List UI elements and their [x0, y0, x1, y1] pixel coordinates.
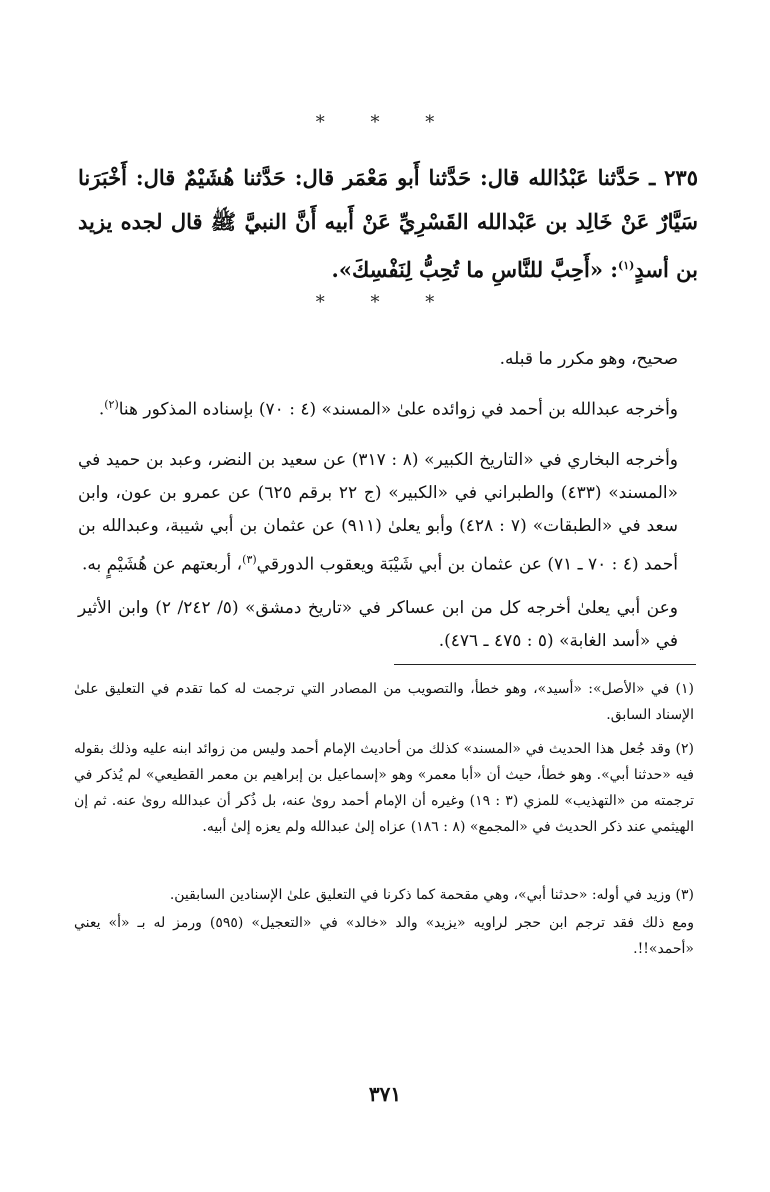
footnote-marker-3: (٣) [242, 553, 257, 566]
commentary-paragraph-3-end: ، أربعتهم عن هُشَيْمٍ به. [81, 554, 243, 575]
footnote-3-continuation: ومع ذلك فقد ترجم ابن حجر لراويه «يزيد» والد «خالد» في «التعجيل» (٥٩٥) ورمز له بـ «أ» يعني «أحمد»!!. [74, 915, 694, 957]
footnote-3: (٣) وزيد في أوله: «حدثنا أبي»، وهي مقحمة كما ذكرنا في التعليق علىٰ الإسنادين السابقين. [169, 887, 694, 903]
hadith-chain: حَدَّثنا عَبْدُالله قال: حَدَّثنا أَبو مَعْمَر قال: حَدَّثنا هُشَيْمٌ قال: أَخْبَرَنا سَيَّارٌ عَنْ خَالِد بن عَبْدالله القَسْرِيِّ عَنْ أَبيه أَنَّ النبيَّ ﷺ قال لجده يزيد بن أسدٍ [78, 165, 698, 282]
footnote-2: (٢) وقد جُعل هذا الحديث في «المسند» كذلك من أحاديث الإمام أحمد وليس من زوائد ابنه عليه وذلك بقوله فيه «حدثنا أبي». وهو خطأ، حيث أن «أبا معمر» وهو «إسماعيل بن إبراهيم بن معمر القطيعي» لم يُذكر في ترجمته من «التهذيب» للمزي (٣ : ١٩) وغيره أن الإمام أحمد روىٰ عنه، بل ذُكر أن عبدالله روىٰ عنه. ثم إن الهيثمي عند ذكر الحديث في «المجمع» (٨ : ١٨٦) عزاه إلىٰ عبدالله ولم يعزه إلىٰ أبيه. [74, 741, 694, 835]
footnote-1: (١) في «الأصل»: «أسيد»، وهو خطأ، والتصويب من المصادر التي ترجمت له كما تقدم في التعليق علىٰ الإسناد السابق. [74, 681, 694, 723]
commentary-paragraph-1: صحيح، وهو مكرر ما قبله. [499, 349, 678, 369]
commentary-paragraph-4: وعن أبي يعلىٰ أخرجه كل من ابن عساكر في «تاريخ دمشق» (٥/ ٢٤٢/ ٢) وابن الأثير في «أسد الغابة» (٥ : ٤٧٥ ـ ٤٧٦). [78, 598, 678, 651]
page-number: ٣٧١ [368, 1082, 402, 1106]
commentary-paragraph-3-text: وأخرجه البخاري في «التاريخ الكبير» (٨ : ٣١٧) عن سعيد بن النضر، وعبد بن حميد في «المسند» (٤٣٣) والطبراني في «الكبير» (ج ٢٢ برقم ٦٢٥) عن عمرو بن عون، وابن سعد في «الطبقات» (٧ : ٤٢٨) وأبو يعلىٰ (٩١١) عن عثمان بن أبي شيبة، وعبدالله بن أحمد (٤ : ٧٠ ـ ٧١) عن عثمان بن أبي شَيْبَة ويعقوب الدورقي [78, 450, 679, 575]
commentary-paragraph-2-end: . [98, 399, 105, 420]
footnote-marker-1: (١) [618, 259, 635, 272]
separator-stars-middle: * * * [315, 292, 455, 313]
commentary-paragraph-2-text: وأخرجه عبدالله بن أحمد في زوائده علىٰ «المسند» (٤ : ٧٠) بإسناده المذكور هنا [118, 399, 678, 420]
separator-stars-top: * * * [315, 112, 455, 133]
commentary-paragraph-3 [78, 444, 678, 582]
commentary-paragraph-2 [78, 388, 678, 427]
hadith-number: ٢٣٥ ـ [649, 165, 698, 190]
hadith-quote: : «أَحِبَّ للنَّاسِ ما تُحِبُّ لِنَفْسِكَ». [331, 257, 619, 282]
footnote-marker-2: (٢) [104, 398, 119, 411]
hadith-text [78, 156, 698, 292]
footnote-divider [394, 664, 696, 665]
